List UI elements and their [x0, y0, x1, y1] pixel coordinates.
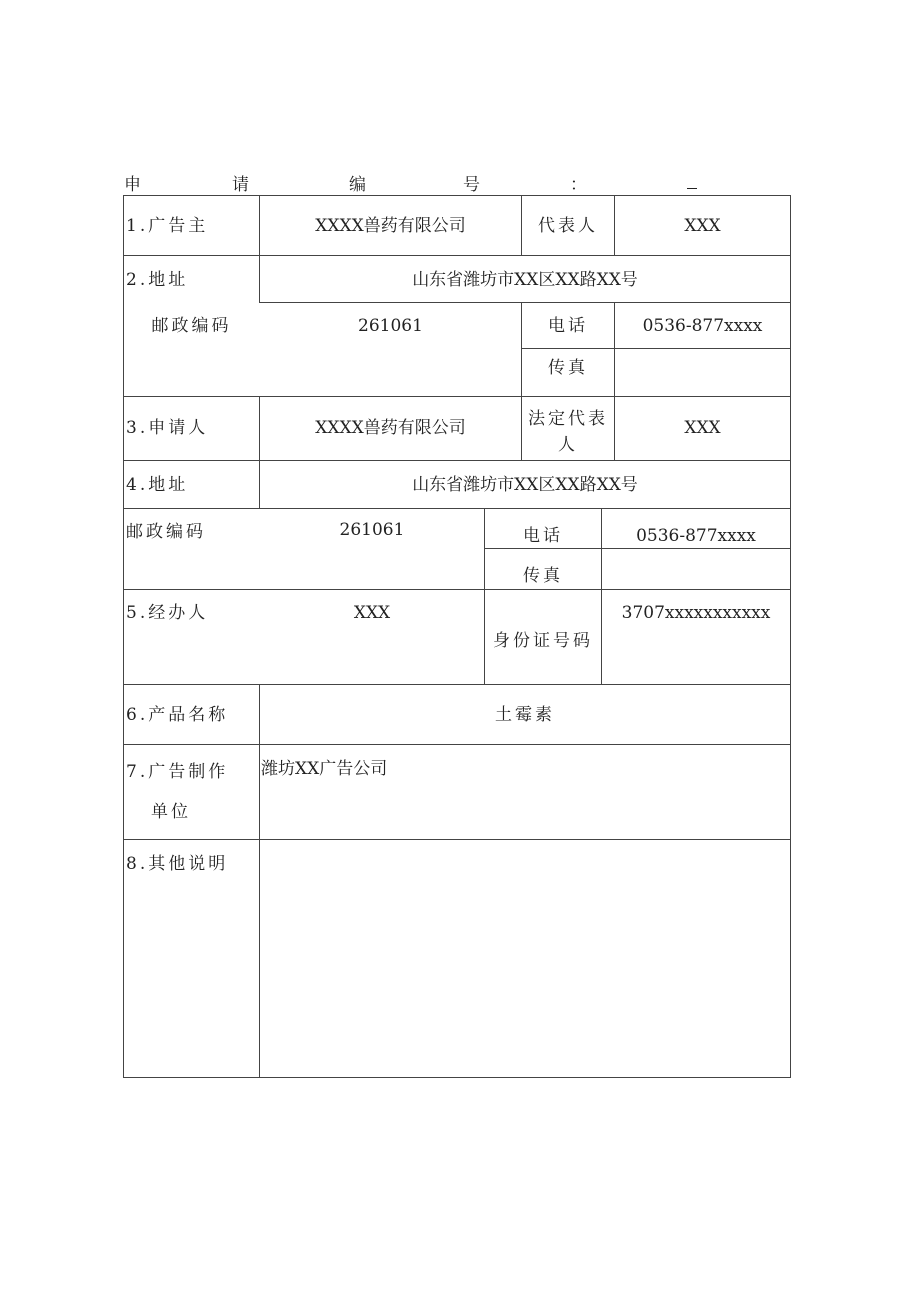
application-number-blank[interactable] [687, 170, 697, 189]
applicant-phone-label: 电话 [523, 526, 563, 546]
app-no-char: 号 [463, 175, 480, 195]
application-number [124, 170, 704, 195]
applicant-rep-label-line1: 法定代表 [528, 409, 608, 429]
product-name-label: 6.产品名称 [126, 705, 229, 725]
advertiser-fax-label: 传真 [548, 358, 588, 378]
applicant-rep-label-line2: 人 [558, 435, 578, 455]
app-no-char: 编 [349, 175, 366, 195]
applicant-fax-label: 传真 [523, 566, 563, 586]
producer-value[interactable]: 潍坊XX广告公司 [261, 759, 388, 779]
advertiser-postcode-label: 邮政编码 [151, 316, 232, 336]
advertiser-phone-value[interactable]: 0536-877xxxx [642, 316, 763, 336]
id-number-label: 身份证号码 [493, 631, 593, 651]
advertiser-rep-label: 代表人 [538, 216, 598, 236]
applicant-address-label: 4.地址 [126, 475, 189, 495]
app-no-char: ： [570, 175, 587, 195]
advertiser-rep-value[interactable]: XXX [684, 216, 721, 236]
advertiser-label: 1.广告主 [126, 216, 209, 236]
other-notes-label: 8.其他说明 [126, 854, 229, 874]
applicant-address-value[interactable]: 山东省潍坊市XX区XX路XX号 [412, 475, 638, 495]
app-no-char: 请 [232, 175, 249, 195]
advertiser-value[interactable]: XXXX兽药有限公司 [315, 216, 466, 236]
id-number-value[interactable]: 3707xxxxxxxxxxx [621, 603, 771, 623]
advertiser-address-label: 2.地址 [126, 270, 189, 290]
applicant-postcode-value[interactable]: 261061 [339, 520, 405, 540]
applicant-value[interactable]: XXXX兽药有限公司 [315, 418, 466, 438]
applicant-label: 3.申请人 [126, 418, 209, 438]
applicant-phone-value[interactable]: 0536-877xxxx [636, 526, 756, 546]
applicant-rep-value[interactable]: XXX [684, 418, 721, 438]
product-name-value[interactable]: 土霉素 [495, 705, 555, 725]
advertiser-postcode-value[interactable]: 261061 [358, 316, 423, 336]
applicant-postcode-label: 邮政编码 [126, 522, 206, 542]
handler-value[interactable]: XXX [353, 603, 391, 623]
app-no-char: 申 [124, 175, 141, 195]
producer-label-line1: 7.广告制作 [126, 762, 229, 782]
advertiser-phone-label: 电话 [548, 316, 588, 336]
advertiser-address-value[interactable]: 山东省潍坊市XX区XX路XX号 [412, 270, 638, 290]
handler-label: 5.经办人 [126, 603, 209, 623]
producer-label-line2: 单位 [151, 802, 191, 822]
